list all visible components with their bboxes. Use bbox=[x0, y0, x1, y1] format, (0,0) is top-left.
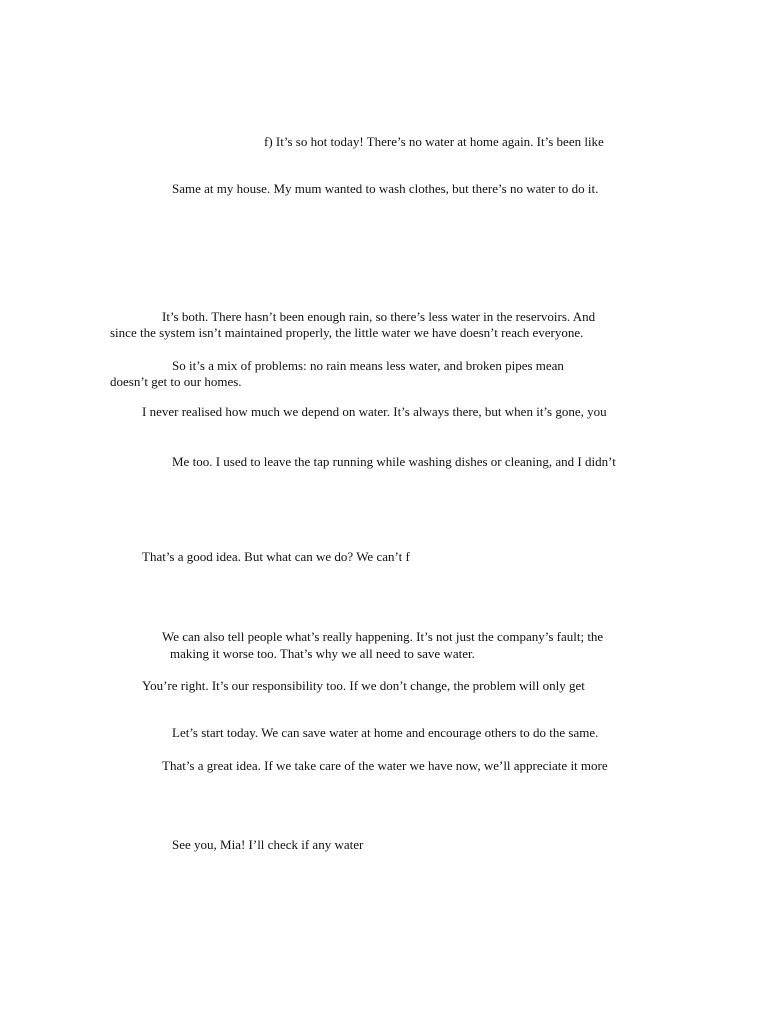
dialogue-line-5: I never realised how much we depend on water. It’s always there, but when it’s gone, you bbox=[142, 404, 607, 419]
dialogue-line-8-cont: making it worse too. That’s why we all need to save water. bbox=[170, 646, 475, 661]
dialogue-line-1: f) It’s so hot today! There’s no water at home again. It’s been like bbox=[264, 134, 604, 149]
dialogue-line-7: That’s a good idea. But what can we do? We can’t f bbox=[142, 549, 410, 564]
dialogue-line-4: So it’s a mix of problems: no rain means less water, and broken pipes mean bbox=[172, 358, 564, 373]
dialogue-line-4-cont: doesn’t get to our homes. bbox=[110, 374, 242, 389]
dialogue-line-9: You’re right. It’s our responsibility too. If we don’t change, the problem will only get bbox=[142, 678, 585, 693]
dialogue-line-11: That’s a great idea. If we take care of the water we have now, we’ll appreciate it more bbox=[162, 758, 608, 773]
dialogue-line-8: We can also tell people what’s really happening. It’s not just the company’s fault; the bbox=[162, 629, 604, 644]
dialogue-line-6: Me too. I used to leave the tap running while washing dishes or cleaning, and I didn’t bbox=[172, 454, 616, 469]
dialogue-line-12: See you, Mia! I’ll check if any water bbox=[172, 837, 364, 852]
dialogue-line-10: Let’s start today. We can save water at home and encourage others to do the same. bbox=[172, 725, 599, 740]
dialogue-line-3: It’s both. There hasn’t been enough rain, so there’s less water in the reservoirs. And bbox=[162, 309, 596, 324]
dialogue-line-3-cont: since the system isn’t maintained properly, the little water we have doesn’t reach everyone. bbox=[110, 325, 584, 340]
dialogue-line-2: Same at my house. My mum wanted to wash clothes, but there’s no water to do it. bbox=[172, 181, 599, 196]
